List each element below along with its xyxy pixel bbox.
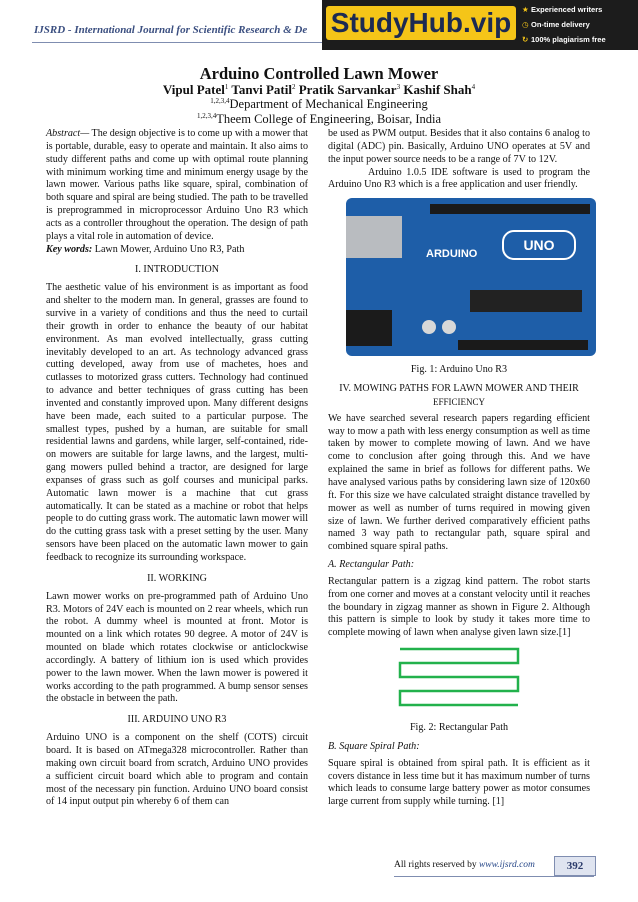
refresh-icon: ↻ bbox=[522, 35, 529, 44]
page-footer bbox=[394, 860, 535, 870]
ad-feature-label: 100% plagiarism free bbox=[531, 35, 606, 44]
capacitor bbox=[442, 320, 456, 334]
section-heading: IV. MOWING PATHS FOR LAWN MOWER AND THEIR bbox=[339, 383, 579, 395]
section-heading: II. WORKING bbox=[147, 572, 207, 584]
usb-port bbox=[346, 216, 402, 258]
footer-rule bbox=[394, 876, 594, 877]
power-jack bbox=[346, 310, 392, 346]
section-heading: III. ARDUINO UNO R3 bbox=[127, 714, 227, 726]
author-sup: 2 bbox=[291, 83, 296, 91]
ad-feature-label: On-time delivery bbox=[531, 20, 590, 29]
abstract-label: Abstract— bbox=[46, 128, 90, 139]
microcontroller-chip bbox=[470, 290, 582, 312]
keywords-label: Key words: bbox=[46, 243, 93, 255]
footer-rights: All rights reserved by bbox=[394, 860, 479, 870]
author-name: Pratik Sarvankar bbox=[298, 82, 397, 97]
ad-feature bbox=[522, 32, 638, 47]
paper-title: Arduino Controlled Lawn Mower bbox=[199, 64, 439, 83]
ad-feature bbox=[522, 17, 638, 32]
affiliation-department bbox=[0, 97, 638, 112]
affiliation-text: Theem College of Engineering, Boisar, India bbox=[216, 112, 442, 126]
author-sup: 4 bbox=[471, 83, 476, 91]
author-sup: 3 bbox=[396, 83, 401, 91]
working-text: Lawn mower works on pre-programmed path of Arduino Uno R3. Motors of 24V each is mounted on 2 rear wheels, which run the robot. A dummy wheel is mounted at front. Motor is mounted on a link which rotates 90 degree. A motor of 24V is mounted on blade which rotates clockwise or anticlockwise accordingly. A battery of lithium ion is used which provides power to the lawn mower. When the lawn mower is powered it works according to the path programmed. A bump sensor senses the obstacle in between the path. bbox=[46, 590, 308, 705]
page-number: 392 bbox=[554, 856, 596, 876]
journal-name: IJSRD - International Journal for Scientific Research & De bbox=[34, 24, 308, 36]
capacitor bbox=[422, 320, 436, 334]
star-icon: ★ bbox=[522, 5, 529, 14]
header-rule bbox=[32, 42, 322, 43]
board-logo: UNO bbox=[502, 230, 576, 260]
author-list bbox=[0, 82, 638, 98]
ad-brand-logo[interactable]: StudyHub.vip bbox=[326, 6, 516, 40]
rectangular-text: Rectangular pattern is a zigzag kind pattern. The robot starts from one corner and moves at a constant velocity until it reaches the boundary in zigzag manner as shown in Figure 2. Although this pattern is simple to look by study it takes more time to complete mowing of lawn when analyse given lawn size.[1] bbox=[328, 575, 590, 639]
right-column bbox=[328, 128, 590, 809]
author-name: Tanvi Patil bbox=[231, 82, 292, 97]
abstract bbox=[46, 128, 308, 244]
board-name: ARDUINO bbox=[426, 248, 478, 261]
paths-text: We have searched several research papers regarding efficient way to mow a path with less energy consumption as well as time taken by mower to complete mowing of lawn. And we have come to conclusion after going through this. And we have explained the same in brief as follows for different paths. We have analysed various paths by considering lawn size of 120x60 ft. For this size we have calculated straight distance travelled by mower as well as number of turns required in mowing given size of lawn. We further derived comparatively efficient paths named 3 way path to rectangular path, square spiral and combined square spiral paths. bbox=[328, 412, 590, 553]
subsection-heading: A. Rectangular Path: bbox=[328, 559, 415, 571]
square-spiral-text: Square spiral is obtained from spiral path. It is efficient as it covers distance in less time but it has maximum number of turns which leads to consume large battery power as motor consumes large current from supply while turning. [1] bbox=[328, 757, 590, 808]
ad-banner[interactable] bbox=[322, 0, 638, 50]
section-heading: I. INTRODUCTION bbox=[135, 264, 219, 276]
pin-header-top bbox=[430, 204, 590, 214]
author-name: Kashif Shah bbox=[403, 82, 472, 97]
introduction-text: The aesthetic value of his environment is as important as food and shelter to the modern man. In general, grasses are found to survive in a variety of conditions and thus the need to curtail their growth in order to enhance the beauty of our habitat environment. As man evolved intellectually, grass cutting inevitably developed to an art. As technology advanced grass cutting developed, away from use of machetes, hoes and cutlasses to motorized grass cutters. Technology had continued to advance and better techniques of grass cutting has been invented and constantly improved upon. Many different designs have been made, each suited to a particular purpose. The smallest types, pushed by a human, are suitable for small residential lawns and gardens, while larger, self-contained, ride-on mowers are suitable for large lawns, and the largest, multi-gang mowers pulled behind a tractor, are designed for large expanses of grass such as golf courses and municipal parks. Automatic lawn mower is a machine that cut grass automatically. It can be stated as a machine or robot that helps people to do cutting grass work. The automatic lawn mower will do the cutting grass task with a preset setting by the user. Many sensors have been placed on the automatic lawn mower to gain feedback to recognize its surrounding workspace. bbox=[46, 282, 308, 563]
left-column bbox=[46, 128, 308, 809]
author-sup: 1 bbox=[224, 83, 229, 91]
author-name: Vipul Patel bbox=[162, 82, 225, 97]
affiliation-college bbox=[0, 112, 638, 127]
affiliation-sup: 1,2,3,4 bbox=[196, 112, 217, 120]
ad-feature bbox=[522, 2, 638, 17]
arduino-board-image bbox=[346, 198, 596, 356]
affiliation-sup: 1,2,3,4 bbox=[210, 97, 230, 105]
figure-caption: Fig. 2: Rectangular Path bbox=[409, 722, 509, 734]
rectangular-path-line bbox=[400, 649, 518, 705]
ide-text: Arduino 1.0.5 IDE software is used to program the Arduino Uno R3 which is a free application and user friendly. bbox=[328, 166, 590, 191]
pin-header-bottom bbox=[458, 340, 588, 350]
section-heading-line2: EFFICIENCY bbox=[432, 396, 485, 407]
figure-caption: Fig. 1: Arduino Uno R3 bbox=[410, 364, 508, 376]
ad-feature-label: Experienced writers bbox=[531, 5, 603, 14]
keywords bbox=[46, 244, 308, 257]
clock-icon: ◷ bbox=[522, 20, 529, 29]
affiliation-text: Department of Mechanical Engineering bbox=[229, 97, 428, 111]
arduino-text: Arduino UNO is a component on the shelf (COTS) circuit board. It is based on ATmega328 microcontroller. Rather than making own circuit board from scratch, Arduino UNO provides a sufficient circuit board which able to program and contain most of the necessary pin function. Arduino UNO board consist of 14 input output pin whereby 6 of them can bbox=[46, 732, 308, 808]
arduino-text-continued: be used as PWM output. Besides that it also contains 6 analog to digital (ADC) pin. Basically, Arduino UNO operates at 5V and the input power source needs to be a range of 7V to 12V. bbox=[328, 128, 590, 165]
footer-site-link[interactable]: www.ijsrd.com bbox=[478, 860, 535, 870]
subsection-heading: B. Square Spiral Path: bbox=[328, 740, 420, 752]
keywords-text: Lawn Mower, Arduino Uno R3, Path bbox=[92, 243, 245, 255]
ad-features bbox=[522, 2, 638, 47]
rectangular-path-figure bbox=[398, 646, 520, 714]
abstract-text: The design objective is to come up with a mower that is portable, durable, easy to operate and maintain. It also aims to study different paths and come up with optimal route planning with minimum working time and minimum energy usage by the lawn mower. Various paths like square, spiral, combination of both square and spiral are being studied. The path to be travelled is preprogrammed in microprocessor Arduino Uno R3 which acts as a controller throughout the operation. The design of path plays a vital role in automation of device. bbox=[46, 128, 308, 242]
